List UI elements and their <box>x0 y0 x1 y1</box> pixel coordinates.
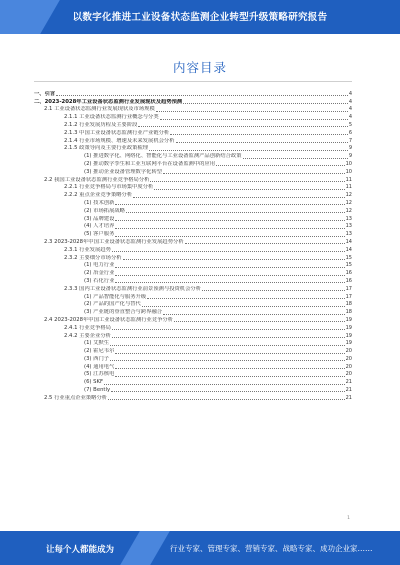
toc-entry-title: 2.2 我国工业设备状态监测行业竞争格局分析 <box>44 176 150 183</box>
toc-entry-title: (7) Bently <box>84 387 111 394</box>
toc-leader-dots <box>147 298 344 299</box>
toc-entry-title: 2.1 工业设备状态监测行业发展现状及市场规模 <box>44 106 155 113</box>
toc-entry-page: 15 <box>345 254 352 261</box>
toc-entry-page: 9 <box>348 145 352 152</box>
toc-entry[interactable] <box>34 394 352 402</box>
toc-leader-dots <box>110 360 345 361</box>
toc-entry-page: 16 <box>345 277 352 284</box>
toc-entry-page: 4 <box>348 106 352 113</box>
toc-entry-page: 20 <box>345 371 352 378</box>
toc-leader-dots <box>104 384 345 385</box>
toc-entry-title: 二、2023-2028年工业设备状态监测行业发展现状及趋势预测 <box>34 98 183 105</box>
toc-entry[interactable] <box>34 340 352 348</box>
toc-entry-title: (2) 推动数字孪生和工业互联网平台在设备监测中的应用 <box>84 160 216 167</box>
toc-leader-dots <box>112 329 345 330</box>
toc-entry-page: 20 <box>345 355 352 362</box>
toc-leader-dots <box>243 158 348 159</box>
toc-leader-dots <box>115 353 344 354</box>
toc-entry-page: 11 <box>345 176 352 183</box>
toc-entry-page: 13 <box>345 231 352 238</box>
toc-entry-title: 2.1.2 行业发展历程及主要阶段 <box>64 121 138 128</box>
toc-entry-page: 4 <box>348 90 352 97</box>
toc-entry[interactable] <box>34 152 352 160</box>
toc-entry[interactable] <box>34 160 352 168</box>
toc-divider <box>34 81 352 82</box>
toc-entry[interactable] <box>34 230 352 238</box>
toc-entry-page: 10 <box>345 160 352 167</box>
toc-entry-page: 19 <box>345 324 352 331</box>
toc-entry-page: 12 <box>345 199 352 206</box>
toc-entry-title: (4) 人才培养 <box>84 223 115 230</box>
toc-entry-title: 2.3.2 主要细分市场分析 <box>64 254 122 261</box>
toc-entry-page: 7 <box>348 137 352 144</box>
toc-entry[interactable] <box>34 98 352 106</box>
toc-leader-dots <box>108 399 345 400</box>
toc-entry[interactable] <box>34 184 352 192</box>
toc-leader-dots <box>176 142 348 143</box>
toc-entry-page: 9 <box>348 153 352 160</box>
toc-entry[interactable] <box>34 324 352 332</box>
toc-leader-dots <box>110 345 345 346</box>
toc-leader-dots <box>160 119 348 120</box>
toc-entry-page: 14 <box>345 246 352 253</box>
toc-entry[interactable] <box>34 137 352 145</box>
toc-entry-title: 2.2.2 重点企业竞争策略分析 <box>64 192 133 199</box>
toc-entry-title: (1) 技术创新 <box>84 199 115 206</box>
toc-entry-title: 2.1.1 工业设备状态监测行业概念与分类 <box>64 114 159 121</box>
toc-leader-dots <box>112 251 345 252</box>
toc-entry-title: (2) 冶金行业 <box>84 270 115 277</box>
toc-entry-title: (1) 推进数字化、网络化、智能化与工业设备监测产品创新结合政策 <box>84 153 242 160</box>
toc-entry-title: 2.3.3 国内工业设备状态监测行业前景预测与投资机会分析 <box>64 285 201 292</box>
report-title: 以数字化推进工业设备状态监测企业转型升级策略研究报告 <box>72 12 328 23</box>
toc-entry-page: 19 <box>345 340 352 347</box>
toc-entry-title: (1) 艾默生 <box>84 340 110 347</box>
toc-leader-dots <box>202 290 345 291</box>
toc-leader-dots <box>216 165 345 166</box>
toc-entry-title: 2.1.4 行业市场规模、增速及未来发展机会分析 <box>64 137 175 144</box>
toc-entry[interactable] <box>34 285 352 293</box>
toc-entry-page: 16 <box>345 270 352 277</box>
toc-entry-page: 5 <box>348 121 352 128</box>
page-number: 1 <box>347 516 350 521</box>
toc-leader-dots <box>133 197 344 198</box>
toc-entry-page: 19 <box>345 316 352 323</box>
toc-leader-dots <box>115 275 344 276</box>
toc-entry[interactable] <box>34 371 352 379</box>
toc-entry[interactable] <box>34 254 352 262</box>
toc-leader-dots <box>185 243 345 244</box>
toc-entry[interactable] <box>34 215 352 223</box>
toc-entry-title: 2.5 行业重点企业策略分析 <box>44 394 108 401</box>
toc-entry-title: (5) 江苏核电 <box>84 371 115 378</box>
toc-leader-dots <box>56 95 348 96</box>
toc-entry[interactable] <box>34 238 352 246</box>
toc-entry[interactable] <box>34 386 352 394</box>
toc-entry-title: (4) 通用电气 <box>84 363 115 370</box>
toc-leader-dots <box>163 314 345 315</box>
toc-leader-dots <box>183 103 348 104</box>
toc-entry-page: 18 <box>345 309 352 316</box>
toc-leader-dots <box>115 220 344 221</box>
toc-entry[interactable] <box>34 378 352 386</box>
toc-leader-dots <box>115 236 344 237</box>
toc-entry[interactable] <box>34 246 352 254</box>
toc-entry-title: (3) 石化行业 <box>84 277 115 284</box>
toc-entry[interactable] <box>34 316 352 324</box>
toc-entry[interactable] <box>34 269 352 277</box>
toc-entry-title: 2.2.1 行业竞争格局与市场集中度分析 <box>64 184 154 191</box>
toc-leader-dots <box>174 321 345 322</box>
toc-heading: 内容目录 <box>172 60 227 75</box>
toc-leader-dots <box>163 173 345 174</box>
toc-leader-dots <box>126 212 345 213</box>
toc-entry-title: (3) 品牌建设 <box>84 215 115 222</box>
toc-leader-dots <box>115 368 344 369</box>
toc-entry[interactable] <box>34 363 352 371</box>
footer-tagline: 行业专家、管理专家、营销专家、战略专家、成功企业家…… <box>170 544 373 553</box>
toc-entry-title: 一、引言 <box>34 90 56 97</box>
toc-entry-page: 6 <box>348 129 352 136</box>
toc-entry-page: 17 <box>345 293 352 300</box>
toc-entry-page: 20 <box>345 348 352 355</box>
toc-entry-title: (3) 产业链的垂直整合与跨界融合 <box>84 309 163 316</box>
toc-entry-title: 2.4.1 行业竞争格局 <box>64 324 111 331</box>
toc-entry-title: 2.1.3 中国工业设备状态监测行业产业链分析 <box>64 129 170 136</box>
toc-entry[interactable] <box>34 355 352 363</box>
toc-entry-page: 13 <box>345 215 352 222</box>
toc-entry[interactable] <box>34 301 352 309</box>
toc-entry[interactable] <box>34 332 352 340</box>
toc-entry-title: (1) 产品智能化与服务升级 <box>84 293 147 300</box>
toc-entry-page: 12 <box>345 207 352 214</box>
header-banner <box>0 0 400 34</box>
toc-entry-title: 2.3.1 行业发展趋势 <box>64 246 111 253</box>
toc-entry-page: 15 <box>345 262 352 269</box>
toc-entry-title: (5) 客户服务 <box>84 231 115 238</box>
toc-entry-page: 11 <box>345 184 352 191</box>
toc-entry[interactable] <box>34 262 352 270</box>
toc-entry-page: 21 <box>345 394 352 401</box>
toc-leader-dots <box>115 267 344 268</box>
toc-entry[interactable] <box>34 308 352 316</box>
toc-entry-title: 2.3 2023-2028年中国工业设备状态监测行业发展趋势分析 <box>44 238 184 245</box>
toc-leader-dots <box>154 189 344 190</box>
toc-entry-title: 2.1.5 政策导向及主要行业政策梳理 <box>64 145 149 152</box>
toc-entry-page: 14 <box>345 238 352 245</box>
toc-entry[interactable] <box>34 293 352 301</box>
toc-entry[interactable] <box>34 277 352 285</box>
toc-entry-page: 21 <box>345 387 352 394</box>
toc-entry[interactable] <box>34 223 352 231</box>
toc-leader-dots <box>150 181 344 182</box>
toc-entry-page: 12 <box>345 192 352 199</box>
toc-entry-page: 21 <box>345 379 352 386</box>
toc-leader-dots <box>123 259 345 260</box>
toc-leader-dots <box>111 391 345 392</box>
toc-entry[interactable] <box>34 121 352 129</box>
footer-slogan: 让每个人都能成为 <box>46 545 115 555</box>
toc-entry[interactable] <box>34 145 352 153</box>
toc-leader-dots <box>138 126 347 127</box>
toc-leader-dots <box>156 111 348 112</box>
toc-entry-page: 20 <box>345 363 352 370</box>
toc-leader-dots <box>170 134 348 135</box>
footer-decoration <box>120 531 170 565</box>
toc-entry[interactable] <box>34 106 352 114</box>
toc-entry[interactable] <box>34 113 352 121</box>
toc-entry[interactable] <box>34 207 352 215</box>
toc-entry[interactable] <box>34 168 352 176</box>
toc-leader-dots <box>149 150 348 151</box>
toc-entry[interactable] <box>34 90 352 98</box>
table-of-contents <box>34 90 352 402</box>
toc-entry-title: 2.4 2023-2028年中国工业设备状态监测行业竞争分析 <box>44 316 174 323</box>
toc-entry[interactable] <box>34 347 352 355</box>
toc-entry-page: 10 <box>345 168 352 175</box>
footer-banner <box>0 531 400 565</box>
toc-entry[interactable] <box>34 176 352 184</box>
toc-entry-page: 17 <box>345 285 352 292</box>
toc-leader-dots <box>115 228 344 229</box>
toc-entry-page: 19 <box>345 332 352 339</box>
toc-entry-title: (3) 推动企业设备管理数字化转型 <box>84 168 163 175</box>
toc-entry-page: 13 <box>345 223 352 230</box>
toc-entry-title: (2) 霍尼韦尔 <box>84 348 115 355</box>
toc-entry-title: (6) SKF <box>84 379 104 386</box>
toc-entry[interactable] <box>34 129 352 137</box>
toc-entry-title: (2) 产品的国产化与替代 <box>84 301 141 308</box>
toc-leader-dots <box>142 306 345 307</box>
toc-entry-title: (1) 电力行业 <box>84 262 115 269</box>
toc-entry-title: 2.4.2 主要企业分析 <box>64 332 111 339</box>
toc-leader-dots <box>115 282 344 283</box>
toc-entry-page: 4 <box>348 114 352 121</box>
toc-entry-page: 4 <box>348 98 352 105</box>
toc-entry[interactable] <box>34 191 352 199</box>
toc-leader-dots <box>112 337 345 338</box>
toc-leader-dots <box>115 376 344 377</box>
toc-entry-title: (3) 西门子 <box>84 355 110 362</box>
toc-leader-dots <box>115 204 344 205</box>
toc-entry-page: 18 <box>345 301 352 308</box>
toc-entry-title: (2) 市场拓展战略 <box>84 207 125 214</box>
toc-entry[interactable] <box>34 199 352 207</box>
